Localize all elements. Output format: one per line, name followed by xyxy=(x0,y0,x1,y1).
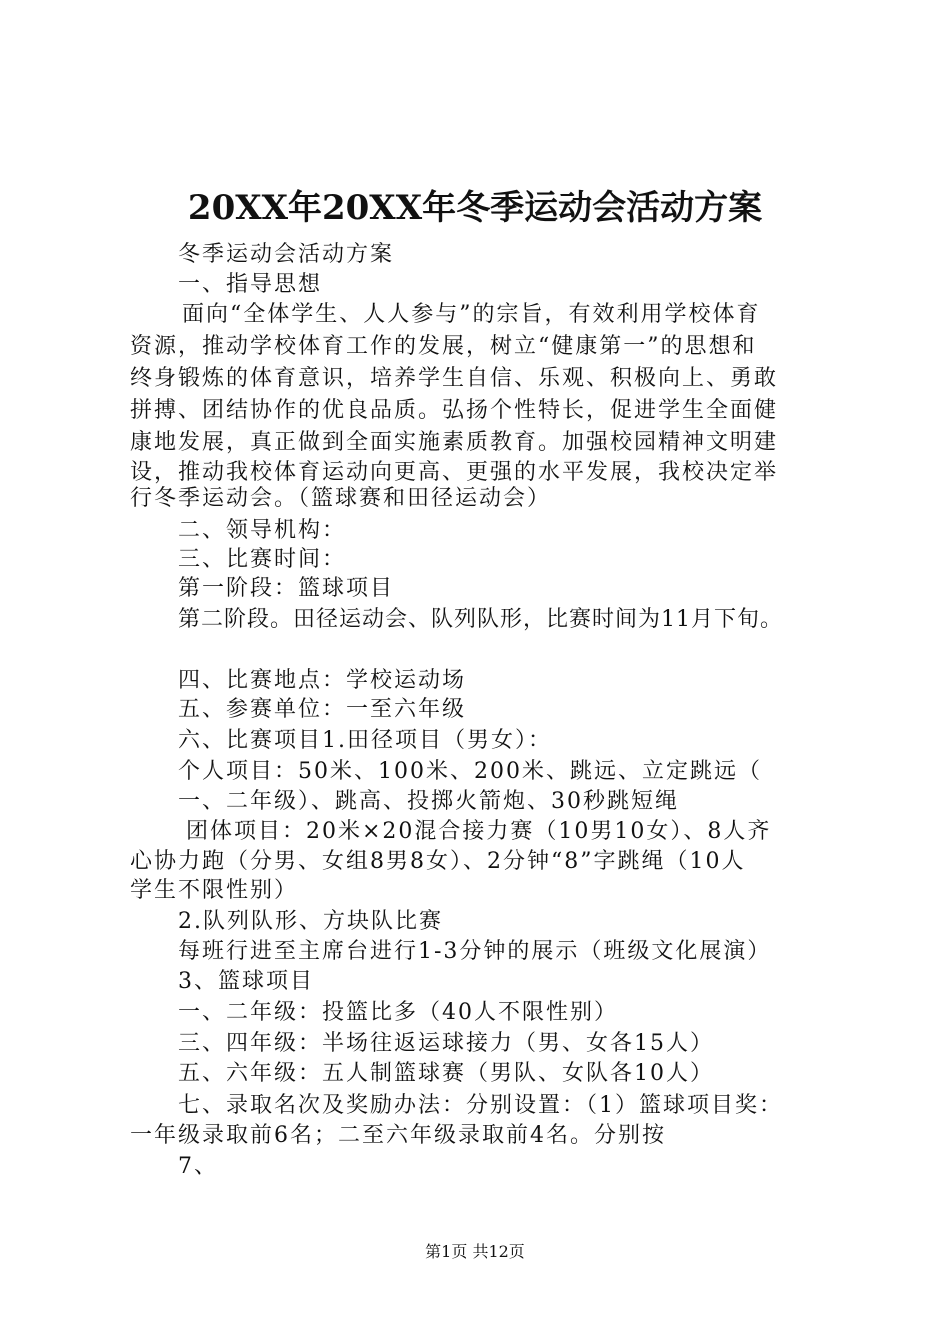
text-line: 五、参赛单位：一至六年级 xyxy=(178,697,467,722)
text-line: 7、 xyxy=(178,1154,218,1179)
text-line: 一、指导思想 xyxy=(178,272,323,297)
text-line: 每班行进至主席台进行1-3分钟的展示（班级文化展演） xyxy=(178,939,772,964)
text-line: 行冬季运动会。（篮球赛和田径运动会） xyxy=(130,486,552,511)
text-line: 三、比赛时间： xyxy=(178,547,347,572)
text-line: 一、二年级：投篮比多（40人不限性别） xyxy=(178,1000,618,1025)
text-line: 2.队列队形、方块队比赛 xyxy=(178,909,443,934)
text-line: 二、领导机构： xyxy=(178,518,347,543)
text-line: 四、比赛地点：学校运动场 xyxy=(178,668,467,693)
text-line: 七、录取名次及奖励办法：分别设置：（1）篮球项目奖： xyxy=(178,1093,783,1118)
text-line: 个人项目：50米、100米、200米、跳远、立定跳远（ xyxy=(178,759,762,784)
text-line: 面向“全体学生、人人参与”的宗旨，有效利用学校体育 xyxy=(182,302,761,327)
text-line: 团体项目：20米×20混合接力赛（10男10女）、8人齐 xyxy=(186,819,772,844)
text-line: 冬季运动会活动方案 xyxy=(178,242,395,267)
text-line: 学生不限性别） xyxy=(130,878,299,903)
text-line: 拼搏、团结协作的优良品质。弘扬个性特长，促进学生全面健 xyxy=(130,398,779,423)
text-line: 三、四年级：半场往返运球接力（男、女各15人） xyxy=(178,1031,714,1056)
text-line: 六、比赛项目1.田径项目（男女）： xyxy=(178,728,552,753)
text-line: 心协力跑（分男、女组8男8女）、2分钟“8”字跳绳（10人 xyxy=(130,849,746,874)
text-line: 第一阶段：篮球项目 xyxy=(178,576,395,601)
text-line: 设，推动我校体育运动向更高、更强的水平发展，我校决定举 xyxy=(130,460,779,485)
document-title: 20XX年20XX年冬季运动会活动方案 xyxy=(187,188,763,228)
text-line: 终身锻炼的体育意识，培养学生自信、乐观、积极向上、勇敢 xyxy=(130,366,779,391)
page-footer: 第1页 共12页 xyxy=(425,1242,525,1261)
text-line: 康地发展，真正做到全面实施素质教育。加强校园精神文明建 xyxy=(130,430,779,455)
text-line: 一、二年级）、跳高、投掷火箭炮、30秒跳短绳 xyxy=(178,789,679,814)
text-line: 五、六年级：五人制篮球赛（男队、女队各10人） xyxy=(178,1061,714,1086)
text-line: 一年级录取前6名；二至六年级录取前4名。分别按 xyxy=(130,1123,666,1148)
text-line: 3、篮球项目 xyxy=(178,969,314,994)
text-line: 资源，推动学校体育工作的发展，树立“健康第一”的思想和 xyxy=(130,334,757,359)
text-line: 第二阶段。田径运动会、队列队形，比赛时间为11月下旬。 xyxy=(178,607,783,632)
